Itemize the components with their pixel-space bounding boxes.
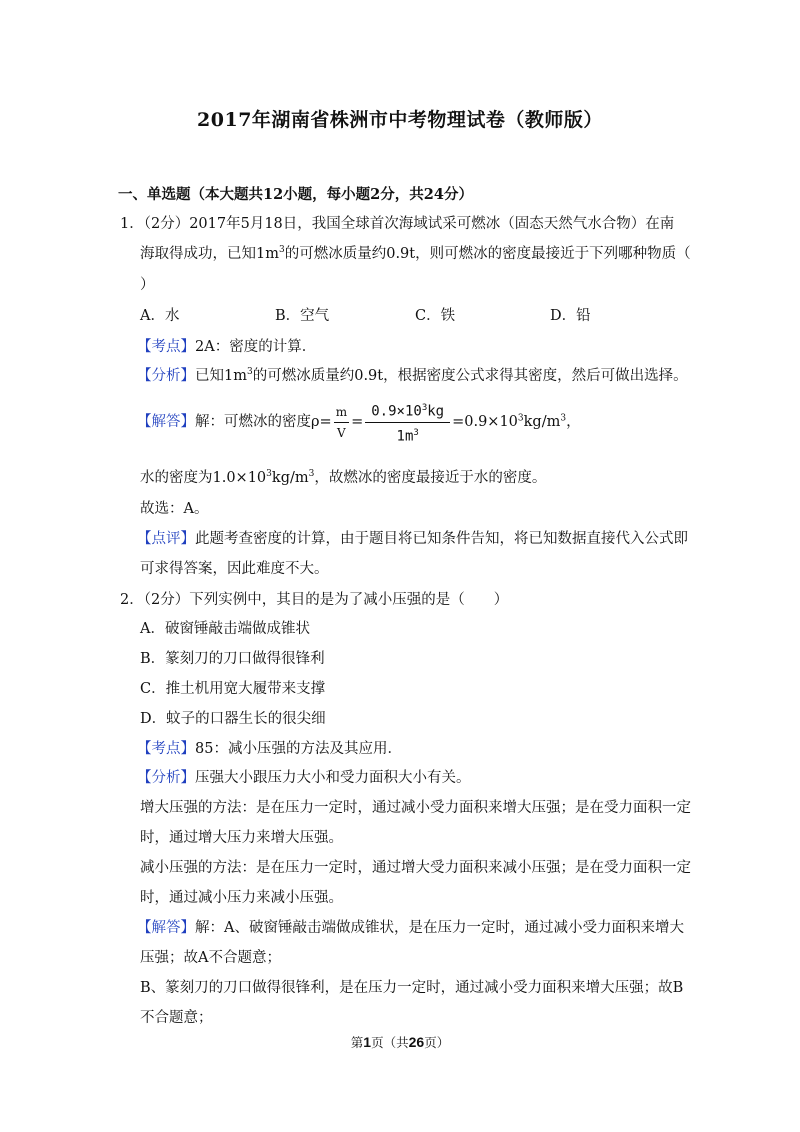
document-title: 2017年湖南省株洲市中考物理试卷（教师版） [197, 109, 603, 131]
fenxi-tag: 【分析】 [137, 368, 195, 384]
fenxi-tag: 【分析】 [137, 770, 195, 786]
q2-jieda-b-line2: 不合题意； [140, 1010, 213, 1026]
kaodian-tag: 【考点】 [137, 339, 195, 355]
page-total: 26 [408, 1034, 425, 1050]
density-fraction: $\frac{m}{V}$ [334, 402, 349, 443]
q1-stem-line1: 1．（2分）2017年5月18日，我国全球首次海域试采可燃冰（固态天然气水合物）在南 [120, 216, 675, 232]
q1-option-c: C．铁 [415, 308, 456, 324]
kaodian-tag: 【考点】 [137, 741, 195, 757]
dianping-tag: 【点评】 [137, 531, 195, 547]
q1-jieda: 【解答】解：可燃冰的密度ρ= $\frac{m}{V}$ = $\frac{0.9\times 10^3kg}{1m^3}$ $=0.9\times 10^3kg/m^3$， [137, 398, 581, 446]
q2-fenxi: 【分析】压强大小跟压力大小和受力面积大小有关。 [137, 770, 471, 786]
q1-fenxi: 【分析】已知$1m^3$的可燃冰质量约0.9t，根据密度公式求得其密度，然后可做出选择。 [137, 367, 688, 384]
q1-kaodian: 【考点】2A：密度的计算． [137, 339, 317, 355]
q2-kaodian: 【考点】85：减小压强的方法及其应用． [137, 741, 402, 757]
q2-decrease-line1: 减小压强的方法：是在压力一定时，通过增大受力面积来减小压强；是在受力面积一定 [140, 860, 691, 876]
q2-option-d: D．蚊子的口器生长的很尖细 [140, 711, 326, 727]
q1-option-d: D．铅 [550, 308, 591, 324]
q2-increase-line1: 增大压强的方法：是在压力一定时，通过减小受力面积来增大压强；是在受力面积一定 [140, 800, 691, 816]
q2-jieda: 【解答】解：A、破窗锤敲击端做成锥状，是在压力一定时，通过减小受力面积来增大 [137, 920, 684, 936]
value-fraction: $\frac{0.9\times 10^3kg}{1m^3}$ [365, 398, 450, 446]
q2-jieda-line2: 压强；故A不合题意； [140, 950, 281, 966]
q1-answer: 故选：A。 [140, 501, 209, 517]
q1-option-b: B．空气 [275, 308, 330, 324]
q2-jieda-b-line1: B、篆刻刀的刀口做得很锋利，是在压力一定时，通过减小受力面积来增大压强；故B [140, 980, 684, 996]
jieda-tag: 【解答】 [137, 414, 195, 431]
page-number: 1 [363, 1034, 372, 1050]
q1-water-density: 水的密度为$1.0\times 10^3kg/m^3$，故燃冰的密度最接近于水的密度。 [140, 469, 547, 486]
q1-dianping-line2: 可求得答案，因此难度不大。 [140, 561, 329, 577]
q2-decrease-line2: 时，通过减小压力来减小压强。 [140, 890, 343, 906]
q2-option-a: A．破窗锤敲击端做成锥状 [140, 621, 310, 637]
q2-stem: 2．（2分）下列实例中，其目的是为了减小压强的是（ ） [120, 592, 509, 608]
q1-option-a: A．水 [140, 308, 180, 324]
q2-option-b: B．篆刻刀的刀口做得很锋利 [140, 651, 325, 667]
q2-option-c: C．推土机用宽大履带来支撑 [140, 681, 326, 697]
page-footer: 第1页（共26页） [350, 1034, 450, 1050]
q2-increase-line2: 时，通过增大压力来增大压强。 [140, 830, 343, 846]
q1-stem-line2: 海取得成功，已知$1m^3$的可燃冰质量约0.9t，则可燃冰的密度最接近于下列哪种物质（ [140, 245, 691, 262]
q1-stem-line3: ） [140, 277, 155, 293]
section-heading: 一、单选题（本大题共12小题，每小题2分，共24分） [118, 186, 473, 203]
q1-dianping: 【点评】此题考查密度的计算，由于题目将已知条件告知，将已知数据直接代入公式即 [137, 531, 688, 547]
jieda-tag: 【解答】 [137, 920, 195, 936]
